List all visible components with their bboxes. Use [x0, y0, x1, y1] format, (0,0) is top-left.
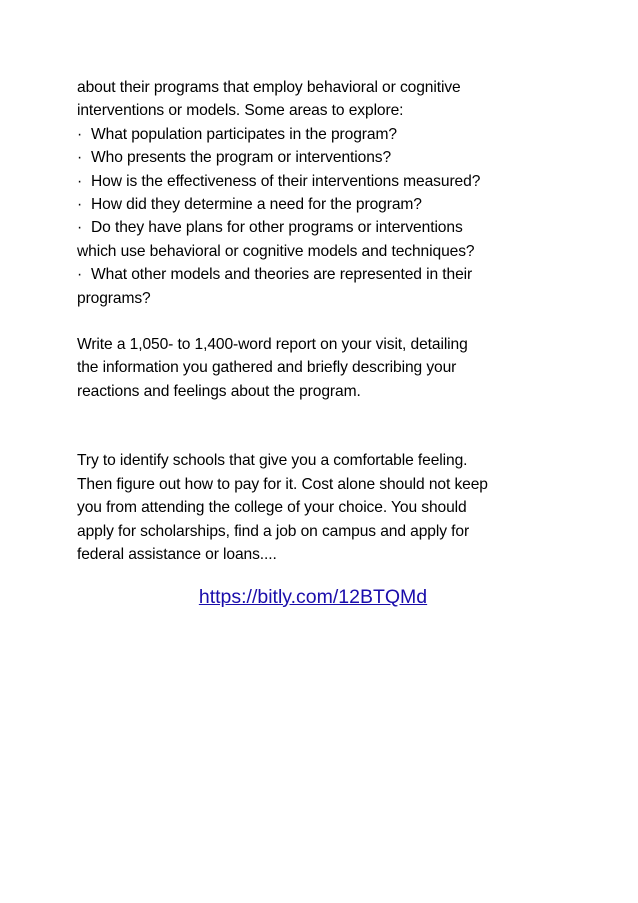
bullet-marker: ·: [77, 219, 83, 237]
bullet-marker: ·: [77, 172, 83, 190]
paragraph-line: Then figure out how to pay for it. Cost alone should not keep: [77, 475, 488, 493]
paragraph-line: the information you gathered and briefly describing your: [77, 359, 457, 377]
bullet-marker: ·: [77, 266, 83, 284]
list-item: [77, 216, 567, 239]
paragraph-gap: [77, 403, 567, 449]
report-paragraph: [77, 333, 567, 403]
document-body: [77, 76, 567, 566]
paragraph-line: federal assistance or loans....: [77, 545, 277, 563]
list-item-continuation: which use behavioral or cognitive models and techniques?: [77, 242, 475, 260]
paragraph-line: interventions or models. Some areas to explore:: [77, 102, 404, 120]
list-item-text: Who presents the program or interventions?: [91, 149, 392, 167]
list-item: [77, 170, 567, 193]
paragraph-line: you from attending the college of your choice. You should: [77, 499, 467, 517]
list-item-text: Do they have plans for other programs or interventions: [91, 219, 463, 237]
schools-paragraph: [77, 449, 567, 566]
bullet-list: [77, 123, 567, 310]
paragraph-line: apply for scholarships, find a job on campus and apply for: [77, 522, 470, 540]
intro-paragraph: [77, 76, 567, 123]
list-item-text: How is the effectiveness of their interventions measured?: [91, 172, 481, 190]
list-item-continuation: programs?: [77, 289, 151, 307]
bitly-link[interactable]: https://bitly.com/12BTQMd: [198, 586, 428, 608]
paragraph-line: about their programs that employ behavioral or cognitive: [77, 79, 461, 96]
paragraph-line: Try to identify schools that give you a comfortable feeling.: [77, 452, 468, 470]
bullet-marker: ·: [77, 149, 83, 167]
list-item-text: What other models and theories are represented in their: [91, 266, 473, 284]
list-item-text: How did they determine a need for the program?: [91, 196, 422, 214]
paragraph-gap: [77, 310, 567, 333]
bullet-marker: ·: [77, 125, 83, 143]
list-item: [77, 123, 567, 146]
list-item: [77, 263, 567, 286]
paragraph-line: Write a 1,050- to 1,400-word report on your visit, detailing: [77, 336, 468, 354]
paragraph-line: reactions and feelings about the program.: [77, 382, 361, 400]
list-item: [77, 193, 567, 216]
bullet-marker: ·: [77, 196, 83, 214]
list-item: [77, 146, 567, 169]
list-item-text: What population participates in the program?: [91, 125, 397, 143]
link-container: [0, 584, 638, 610]
